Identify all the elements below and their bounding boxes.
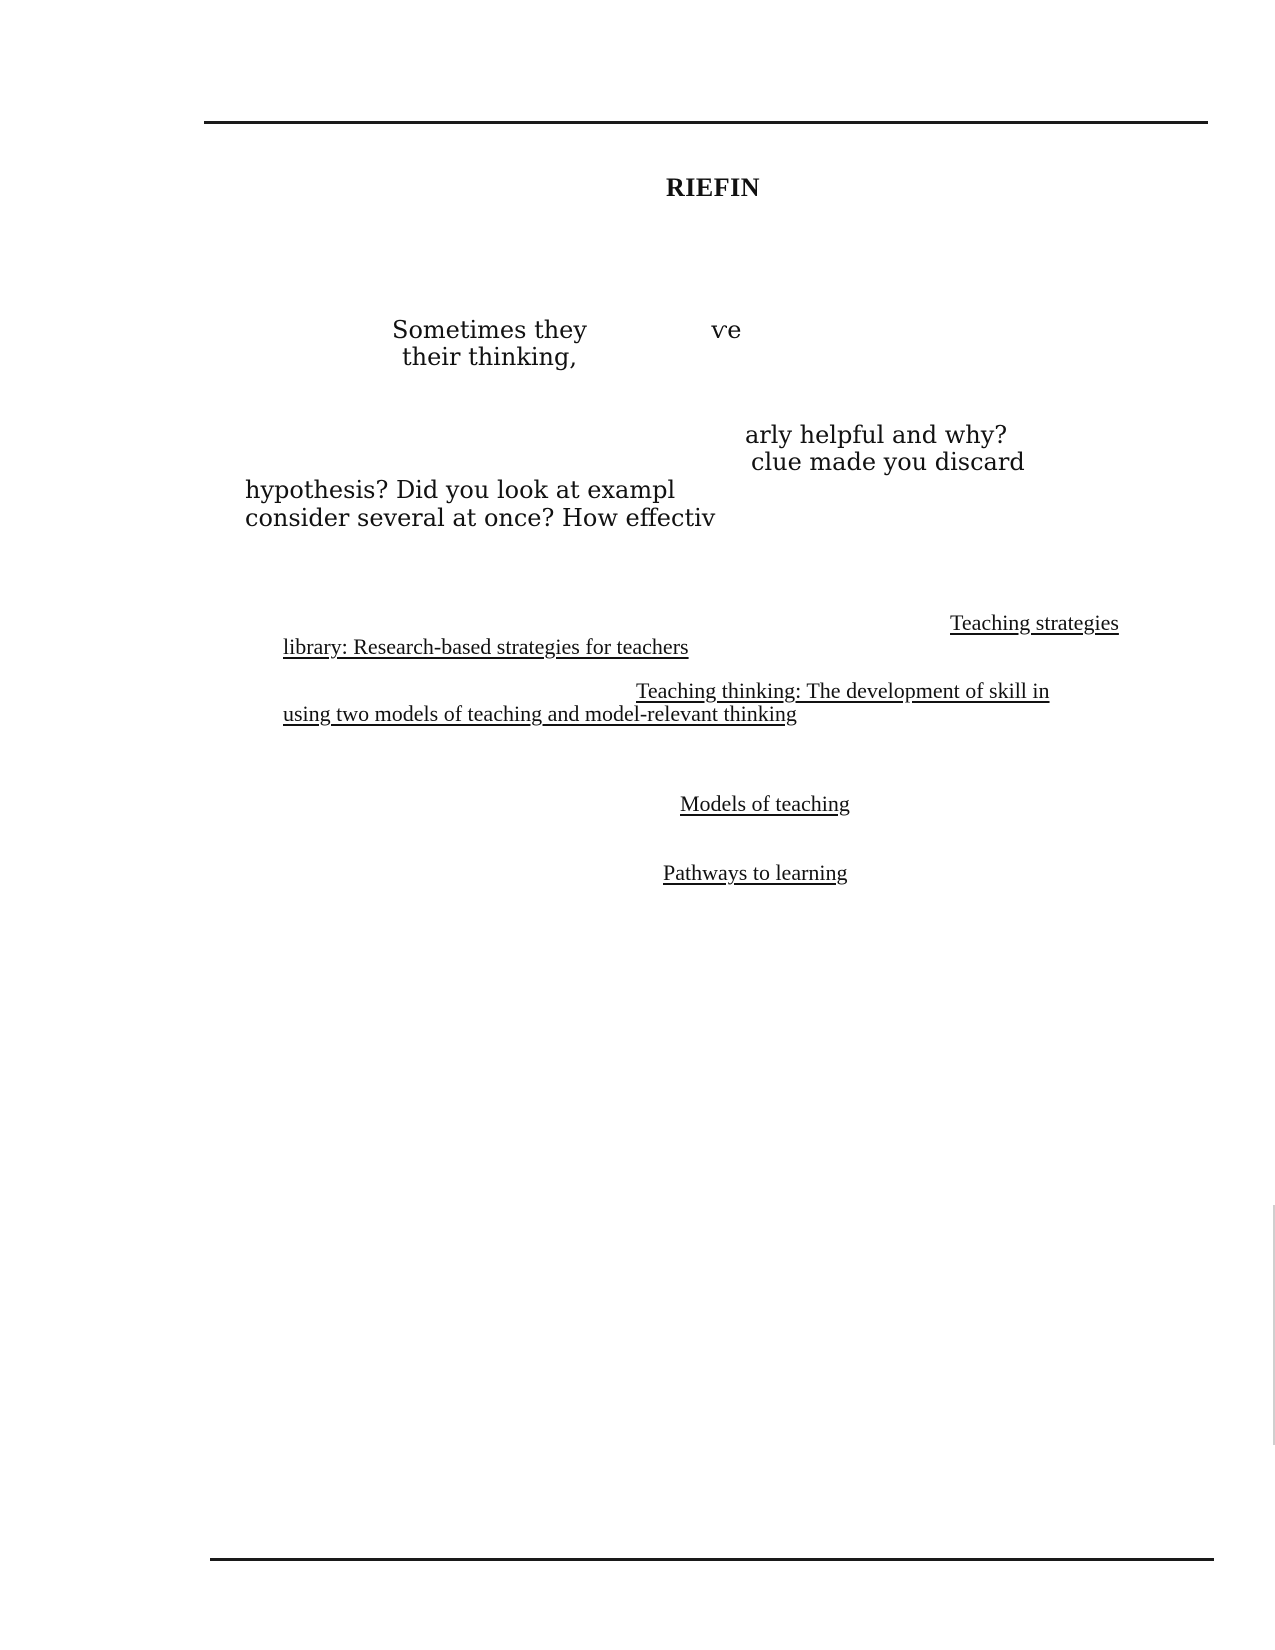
paragraph-fragment-line2-left: their thinking, (402, 343, 577, 371)
question-fragment-line4: consider several at once? How effectiv (245, 504, 716, 532)
reference-3-title: Models of teaching (680, 791, 850, 816)
top-horizontal-rule (204, 121, 1208, 124)
paragraph-fragment-line1-right: ѵe (711, 316, 742, 344)
page-title: RIEFIN (666, 173, 761, 202)
paragraph-fragment-line1-left: Sometimes they (392, 316, 587, 344)
question-fragment-line1: arly helpful and why? (745, 421, 1008, 449)
reference-4-title: Pathways to learning (663, 860, 848, 885)
reference-2-title-line1: Teaching thinking: The development of skill in (636, 678, 1050, 703)
question-fragment-line2: clue made you discard (751, 448, 1025, 476)
bottom-horizontal-rule (210, 1558, 1214, 1561)
reference-2-title-line2: using two models of teaching and model-relevant thinking (283, 701, 797, 726)
reference-1-title-line2: library: Research-based strategies for teachers (283, 634, 689, 659)
question-fragment-line3: hypothesis? Did you look at exampl (245, 476, 676, 504)
reference-1-title-line1: Teaching strategies (950, 610, 1119, 635)
